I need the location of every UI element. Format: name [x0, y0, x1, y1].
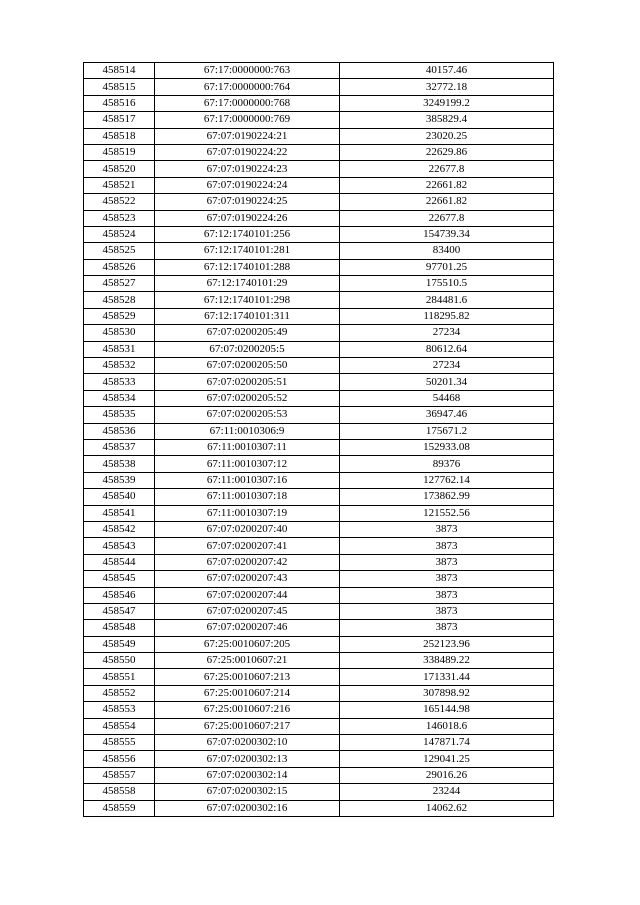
cadastral-number-cell: 67:07:0200302:10	[155, 735, 340, 751]
cadastral-number-cell: 67:07:0200302:14	[155, 767, 340, 783]
value-cell: 22677.8	[340, 161, 554, 177]
row-number-cell: 458543	[84, 538, 155, 554]
row-number-cell: 458544	[84, 554, 155, 570]
row-number-cell: 458537	[84, 439, 155, 455]
cadastral-number-cell: 67:25:0010607:205	[155, 636, 340, 652]
value-cell: 22629.86	[340, 144, 554, 160]
row-number-cell: 458524	[84, 226, 155, 242]
cadastral-number-cell: 67:07:0190224:24	[155, 177, 340, 193]
value-cell: 23020.25	[340, 128, 554, 144]
cadastral-number-cell: 67:25:0010607:216	[155, 702, 340, 718]
table-row	[84, 751, 554, 767]
value-cell: 3873	[340, 587, 554, 603]
table-row	[84, 308, 554, 324]
value-cell: 129041.25	[340, 751, 554, 767]
table-row	[84, 177, 554, 193]
row-number-cell: 458553	[84, 702, 155, 718]
value-cell: 14062.62	[340, 800, 554, 816]
table-row	[84, 259, 554, 275]
row-number-cell: 458547	[84, 603, 155, 619]
cadastral-number-cell: 67:07:0200207:44	[155, 587, 340, 603]
value-cell: 23244	[340, 784, 554, 800]
table-row	[84, 685, 554, 701]
row-number-cell: 458548	[84, 620, 155, 636]
cadastral-number-cell: 67:12:1740101:256	[155, 226, 340, 242]
row-number-cell: 458517	[84, 112, 155, 128]
value-cell: 22677.8	[340, 210, 554, 226]
row-number-cell: 458558	[84, 784, 155, 800]
row-number-cell: 458555	[84, 735, 155, 751]
value-cell: 307898.92	[340, 685, 554, 701]
row-number-cell: 458525	[84, 243, 155, 259]
table-row	[84, 407, 554, 423]
value-cell: 3873	[340, 603, 554, 619]
row-number-cell: 458539	[84, 472, 155, 488]
row-number-cell: 458527	[84, 276, 155, 292]
value-cell: 83400	[340, 243, 554, 259]
table-row	[84, 620, 554, 636]
cadastral-number-cell: 67:17:0000000:763	[155, 63, 340, 79]
table-row	[84, 603, 554, 619]
value-cell: 252123.96	[340, 636, 554, 652]
row-number-cell: 458535	[84, 407, 155, 423]
table-row	[84, 112, 554, 128]
row-number-cell: 458518	[84, 128, 155, 144]
table-row	[84, 276, 554, 292]
table-row	[84, 226, 554, 242]
cadastral-number-cell: 67:07:0190224:23	[155, 161, 340, 177]
value-cell: 171331.44	[340, 669, 554, 685]
row-number-cell: 458530	[84, 325, 155, 341]
value-cell: 127762.14	[340, 472, 554, 488]
value-cell: 22661.82	[340, 177, 554, 193]
row-number-cell: 458532	[84, 358, 155, 374]
table-row	[84, 194, 554, 210]
cadastral-number-cell: 67:07:0200302:16	[155, 800, 340, 816]
value-cell: 3873	[340, 620, 554, 636]
row-number-cell: 458514	[84, 63, 155, 79]
cadastral-number-cell: 67:07:0200207:45	[155, 603, 340, 619]
value-cell: 147871.74	[340, 735, 554, 751]
cadastral-number-cell: 67:07:0200205:5	[155, 341, 340, 357]
cadastral-number-cell: 67:07:0200205:51	[155, 374, 340, 390]
table-row	[84, 358, 554, 374]
value-cell: 3873	[340, 538, 554, 554]
table-row	[84, 767, 554, 783]
row-number-cell: 458531	[84, 341, 155, 357]
value-cell: 154739.34	[340, 226, 554, 242]
value-cell: 3873	[340, 554, 554, 570]
cadastral-number-cell: 67:07:0190224:25	[155, 194, 340, 210]
cadastral-number-cell: 67:11:0010307:19	[155, 505, 340, 521]
cadastral-number-cell: 67:07:0200207:41	[155, 538, 340, 554]
table-row	[84, 79, 554, 95]
cadastral-number-cell: 67:07:0200205:52	[155, 390, 340, 406]
table-row	[84, 505, 554, 521]
cadastral-number-cell: 67:07:0200207:42	[155, 554, 340, 570]
cadastral-number-cell: 67:11:0010307:11	[155, 439, 340, 455]
row-number-cell: 458538	[84, 456, 155, 472]
cadastral-number-cell: 67:07:0200302:15	[155, 784, 340, 800]
row-number-cell: 458556	[84, 751, 155, 767]
row-number-cell: 458523	[84, 210, 155, 226]
row-number-cell: 458551	[84, 669, 155, 685]
cadastral-number-cell: 67:17:0000000:768	[155, 95, 340, 111]
table-row	[84, 341, 554, 357]
value-cell: 118295.82	[340, 308, 554, 324]
cadastral-number-cell: 67:11:0010307:16	[155, 472, 340, 488]
cadastral-number-cell: 67:07:0190224:26	[155, 210, 340, 226]
value-cell: 29016.26	[340, 767, 554, 783]
value-cell: 121552.56	[340, 505, 554, 521]
table-row	[84, 653, 554, 669]
value-cell: 50201.34	[340, 374, 554, 390]
table-row	[84, 538, 554, 554]
table-row	[84, 439, 554, 455]
row-number-cell: 458536	[84, 423, 155, 439]
cadastral-number-cell: 67:07:0200205:53	[155, 407, 340, 423]
row-number-cell: 458521	[84, 177, 155, 193]
value-cell: 22661.82	[340, 194, 554, 210]
cadastral-number-cell: 67:25:0010607:214	[155, 685, 340, 701]
table-row	[84, 521, 554, 537]
row-number-cell: 458549	[84, 636, 155, 652]
row-number-cell: 458552	[84, 685, 155, 701]
value-cell: 40157.46	[340, 63, 554, 79]
value-cell: 173862.99	[340, 489, 554, 505]
table-row	[84, 390, 554, 406]
table-row	[84, 243, 554, 259]
value-cell: 36947.46	[340, 407, 554, 423]
table-row	[84, 144, 554, 160]
cadastral-number-cell: 67:12:1740101:311	[155, 308, 340, 324]
table-row	[84, 63, 554, 79]
table-row	[84, 423, 554, 439]
value-cell: 27234	[340, 325, 554, 341]
table-row	[84, 587, 554, 603]
table-row	[84, 735, 554, 751]
cadastral-number-cell: 67:07:0200207:40	[155, 521, 340, 537]
row-number-cell: 458546	[84, 587, 155, 603]
table-row	[84, 95, 554, 111]
cadastral-number-cell: 67:07:0190224:22	[155, 144, 340, 160]
table-row	[84, 702, 554, 718]
cadastral-number-cell: 67:12:1740101:281	[155, 243, 340, 259]
row-number-cell: 458534	[84, 390, 155, 406]
table-row	[84, 292, 554, 308]
cadastral-number-cell: 67:07:0200205:50	[155, 358, 340, 374]
cadastral-number-cell: 67:11:0010306:9	[155, 423, 340, 439]
row-number-cell: 458528	[84, 292, 155, 308]
value-cell: 3249199.2	[340, 95, 554, 111]
table-row	[84, 800, 554, 816]
cadastral-number-cell: 67:07:0200207:43	[155, 571, 340, 587]
table-row	[84, 472, 554, 488]
row-number-cell: 458533	[84, 374, 155, 390]
table-row	[84, 489, 554, 505]
row-number-cell: 458540	[84, 489, 155, 505]
cadastral-number-cell: 67:25:0010607:21	[155, 653, 340, 669]
cadastral-number-cell: 67:12:1740101:29	[155, 276, 340, 292]
value-cell: 385829.4	[340, 112, 554, 128]
row-number-cell: 458541	[84, 505, 155, 521]
value-cell: 80612.64	[340, 341, 554, 357]
row-number-cell: 458554	[84, 718, 155, 734]
table-row	[84, 571, 554, 587]
row-number-cell: 458526	[84, 259, 155, 275]
value-cell: 97701.25	[340, 259, 554, 275]
value-cell: 32772.18	[340, 79, 554, 95]
value-cell: 284481.6	[340, 292, 554, 308]
value-cell: 54468	[340, 390, 554, 406]
cadastral-number-cell: 67:07:0200302:13	[155, 751, 340, 767]
table-row	[84, 554, 554, 570]
table-body	[84, 63, 554, 817]
cadastral-number-cell: 67:25:0010607:217	[155, 718, 340, 734]
cadastral-number-cell: 67:25:0010607:213	[155, 669, 340, 685]
cadastral-number-cell: 67:07:0190224:21	[155, 128, 340, 144]
value-cell: 3873	[340, 571, 554, 587]
value-cell: 3873	[340, 521, 554, 537]
cadastral-number-cell: 67:17:0000000:769	[155, 112, 340, 128]
row-number-cell: 458515	[84, 79, 155, 95]
table-row	[84, 636, 554, 652]
data-table	[83, 62, 554, 817]
table-row	[84, 128, 554, 144]
value-cell: 175671.2	[340, 423, 554, 439]
cadastral-number-cell: 67:11:0010307:18	[155, 489, 340, 505]
table-row	[84, 456, 554, 472]
cadastral-number-cell: 67:17:0000000:764	[155, 79, 340, 95]
cadastral-number-cell: 67:07:0200207:46	[155, 620, 340, 636]
table-row	[84, 669, 554, 685]
row-number-cell: 458557	[84, 767, 155, 783]
value-cell: 146018.6	[340, 718, 554, 734]
row-number-cell: 458520	[84, 161, 155, 177]
row-number-cell: 458542	[84, 521, 155, 537]
cadastral-number-cell: 67:12:1740101:298	[155, 292, 340, 308]
cadastral-number-cell: 67:11:0010307:12	[155, 456, 340, 472]
cadastral-number-cell: 67:07:0200205:49	[155, 325, 340, 341]
table-row	[84, 161, 554, 177]
value-cell: 338489.22	[340, 653, 554, 669]
value-cell: 175510.5	[340, 276, 554, 292]
value-cell: 27234	[340, 358, 554, 374]
table-row	[84, 210, 554, 226]
table-row	[84, 325, 554, 341]
row-number-cell: 458550	[84, 653, 155, 669]
value-cell: 165144.98	[340, 702, 554, 718]
table-row	[84, 784, 554, 800]
row-number-cell: 458529	[84, 308, 155, 324]
value-cell: 152933.08	[340, 439, 554, 455]
table-row	[84, 718, 554, 734]
row-number-cell: 458559	[84, 800, 155, 816]
cadastral-number-cell: 67:12:1740101:288	[155, 259, 340, 275]
value-cell: 89376	[340, 456, 554, 472]
table-row	[84, 374, 554, 390]
row-number-cell: 458522	[84, 194, 155, 210]
row-number-cell: 458545	[84, 571, 155, 587]
row-number-cell: 458516	[84, 95, 155, 111]
row-number-cell: 458519	[84, 144, 155, 160]
